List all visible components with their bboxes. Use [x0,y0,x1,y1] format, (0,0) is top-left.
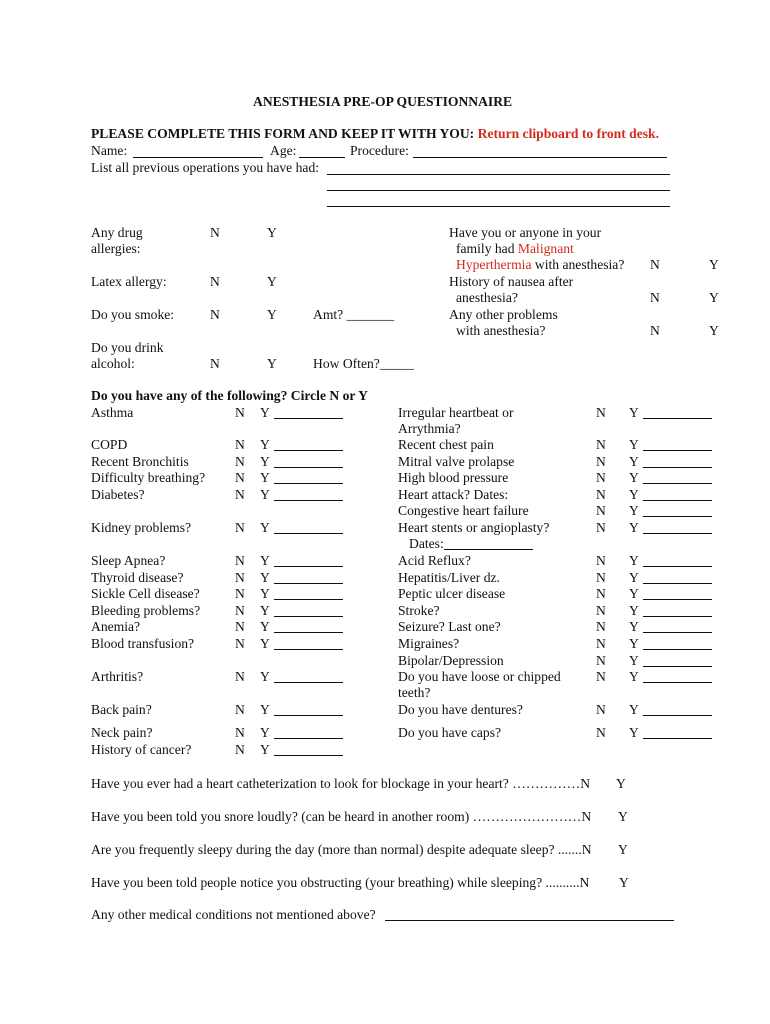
mh-family-text: family had [456,241,518,256]
hepatitis-label: Hepatitis/Liver dz. [398,570,500,585]
peptic-ulcer-label: Peptic ulcer disease [398,586,506,601]
stroke-n[interactable]: N [596,603,606,618]
arthritis-y[interactable]: Y [260,669,270,684]
cancer-history-notes[interactable] [274,755,343,756]
alcohol-n[interactable]: N [210,356,220,371]
stroke-notes[interactable] [643,616,712,617]
blood-transfusion-y[interactable]: Y [260,636,270,651]
caps-n[interactable]: N [596,725,606,740]
congestive-heart-failure-label: Congestive heart failure [398,503,529,518]
copd-y[interactable]: Y [260,437,270,452]
name-field[interactable] [133,157,263,158]
thyroid-disease-label: Thyroid disease? [91,570,184,585]
diabetes-notes[interactable] [274,500,343,501]
other-anesthesia-problems-label: Any other problems [449,307,558,322]
diabetes-y[interactable]: Y [260,487,270,502]
acid-reflux-n[interactable]: N [596,553,606,568]
blood-transfusion-notes[interactable] [274,649,343,650]
sickle-cell-n[interactable]: N [235,586,245,601]
other-anesthesia-problems-n[interactable]: N [650,323,660,338]
previous-operations-line-3[interactable] [327,206,670,207]
stroke-label: Stroke? [398,603,440,618]
heart-stents-dates-label: Dates: [409,536,444,551]
congestive-heart-failure-notes[interactable] [643,516,712,517]
difficulty-breathing-label: Difficulty breathing? [91,470,206,485]
high-blood-pressure-notes[interactable] [643,483,712,484]
procedure-field[interactable] [413,157,667,158]
migraines-notes[interactable] [643,649,712,650]
high-blood-pressure-label: High blood pressure [398,470,509,485]
difficulty-breathing-notes[interactable] [274,483,343,484]
blood-transfusion-label: Blood transfusion? [91,636,195,651]
heart-stents-label: Heart stents or angioplasty? [398,520,550,535]
cancer-history-n[interactable]: N [235,742,245,757]
high-blood-pressure-n[interactable]: N [596,470,606,485]
high-blood-pressure-y[interactable]: Y [629,470,639,485]
nausea-label: History of nausea after [449,274,574,289]
migraines-label: Migraines? [398,636,460,651]
malignant-hyperthermia-label-2 [456,241,574,257]
peptic-ulcer-y[interactable]: Y [629,586,639,601]
acid-reflux-label: Acid Reflux? [398,553,471,568]
chest-pain-label: Recent chest pain [398,437,494,452]
peptic-ulcer-notes[interactable] [643,599,712,600]
caps-notes[interactable] [643,738,712,739]
heart-catheterization-question: Have you ever had a heart catheterization to look for blockage in your heart? ……………N [91,776,591,791]
bipolar-depression-n[interactable]: N [596,653,606,668]
heart-attack-label: Heart attack? Dates: [398,487,509,502]
seizure-notes[interactable] [643,632,712,633]
back-pain-y[interactable]: Y [260,702,270,717]
anemia-y[interactable]: Y [260,619,270,634]
mh-malignant-text: Malignant [517,241,574,256]
dentures-y[interactable]: Y [629,702,639,717]
sickle-cell-label: Sickle Cell disease? [91,586,200,601]
latex-allergy-y[interactable]: Y [267,274,277,289]
difficulty-breathing-n[interactable]: N [235,470,245,485]
back-pain-label: Back pain? [91,702,152,717]
snore-y[interactable]: Y [618,809,628,824]
nausea-label-2: anesthesia? [456,290,518,305]
alcohol-label-2: alcohol: [91,356,135,371]
other-anesthesia-problems-label-2: with anesthesia? [456,323,546,338]
dentures-notes[interactable] [643,715,712,716]
other-conditions-label: Any other medical conditions not mentioned above? [91,907,376,922]
arthritis-notes[interactable] [274,682,343,683]
cancer-history-label: History of cancer? [91,742,192,757]
latex-allergy-label: Latex allergy: [91,274,167,289]
anemia-label: Anemia? [91,619,141,634]
bleeding-problems-y[interactable]: Y [260,603,270,618]
obstructed-breathing-y[interactable]: Y [619,875,629,890]
drug-allergies-n[interactable]: N [210,225,220,240]
obstructed-breathing-question: Have you been told people notice you obstructing (your breathing) while sleeping? ..........N [91,875,590,890]
loose-teeth-label-2: teeth? [398,685,431,700]
migraines-n[interactable]: N [596,636,606,651]
copd-label: COPD [91,437,128,452]
sleep-apnea-n[interactable]: N [235,553,245,568]
congestive-heart-failure-n[interactable]: N [596,503,606,518]
malignant-hyperthermia-label-3 [456,257,624,273]
heart-attack-notes[interactable] [643,500,712,501]
asthma-n[interactable]: N [235,405,245,420]
thyroid-disease-n[interactable]: N [235,570,245,585]
back-pain-n[interactable]: N [235,702,245,717]
drug-allergies-label: Any drug [91,225,143,240]
copd-notes[interactable] [274,450,343,451]
snore-question: Have you been told you snore loudly? (can be heard in another room) ……………………N [91,809,592,824]
heart-stents-y[interactable]: Y [629,520,639,535]
irregular-heartbeat-notes[interactable] [643,418,712,419]
form-title: ANESTHESIA PRE-OP QUESTIONNAIRE [253,94,513,109]
thyroid-disease-notes[interactable] [274,583,343,584]
anemia-n[interactable]: N [235,619,245,634]
sleep-apnea-notes[interactable] [274,566,343,567]
sickle-cell-notes[interactable] [274,599,343,600]
heart-stents-notes[interactable] [643,533,712,534]
age-label: Age: [270,143,297,158]
smoke-label: Do you smoke: [91,307,175,322]
kidney-problems-label: Kidney problems? [91,520,192,535]
migraines-y[interactable]: Y [629,636,639,651]
diabetes-n[interactable]: N [235,487,245,502]
loose-teeth-notes[interactable] [643,682,712,683]
malignant-hyperthermia-label: Have you or anyone in your [449,225,602,240]
acid-reflux-notes[interactable] [643,566,712,567]
kidney-problems-n[interactable]: N [235,520,245,535]
daytime-sleepiness-y[interactable]: Y [618,842,628,857]
heart-stents-dates-field[interactable] [444,549,533,550]
seizure-n[interactable]: N [596,619,606,634]
previous-operations-line-1[interactable] [327,174,670,175]
heart-stents-n[interactable]: N [596,520,606,535]
bronchitis-n[interactable]: N [235,454,245,469]
mh-with-anesthesia-text: with anesthesia? [531,257,625,272]
bipolar-depression-notes[interactable] [643,666,712,667]
dentures-label: Do you have dentures? [398,702,523,717]
irregular-heartbeat-n[interactable]: N [596,405,606,420]
previous-operations-label: List all previous operations you have had: [91,160,320,175]
alcohol-y[interactable]: Y [267,356,277,371]
irregular-heartbeat-label: Irregular heartbeat or [398,405,514,420]
instruction-text: PLEASE COMPLETE THIS FORM AND KEEP IT WITH YOU: [91,126,475,141]
other-anesthesia-problems-y[interactable]: Y [709,323,719,338]
mitral-valve-notes[interactable] [643,467,712,468]
daytime-sleepiness-question: Are you frequently sleepy during the day (more than normal) despite adequate sleep? .......N [91,842,592,857]
stroke-y[interactable]: Y [629,603,639,618]
bleeding-problems-label: Bleeding problems? [91,603,201,618]
bipolar-depression-y[interactable]: Y [629,653,639,668]
caps-label: Do you have caps? [398,725,502,740]
drug-allergies-label-2: allergies: [91,241,141,256]
malignant-hyperthermia-y[interactable]: Y [709,257,719,272]
bleeding-problems-notes[interactable] [274,616,343,617]
previous-operations-line-2[interactable] [327,190,670,191]
irregular-heartbeat-y[interactable]: Y [629,405,639,420]
seizure-y[interactable]: Y [629,619,639,634]
chest-pain-notes[interactable] [643,450,712,451]
kidney-problems-notes[interactable] [274,533,343,534]
malignant-hyperthermia-n[interactable]: N [650,257,660,272]
alcohol-label: Do you drink [91,340,164,355]
hepatitis-n[interactable]: N [596,570,606,585]
asthma-label: Asthma [91,405,134,420]
bleeding-problems-n[interactable]: N [235,603,245,618]
smoke-y[interactable]: Y [267,307,277,322]
loose-teeth-y[interactable]: Y [629,669,639,684]
loose-teeth-n[interactable]: N [596,669,606,684]
asthma-y[interactable]: Y [260,405,270,420]
mitral-valve-y[interactable]: Y [629,454,639,469]
nausea-y[interactable]: Y [709,290,719,305]
diabetes-label: Diabetes? [91,487,145,502]
chest-pain-n[interactable]: N [596,437,606,452]
age-field[interactable] [299,157,345,158]
smoke-amount-field[interactable]: Amt? _______ [313,307,395,322]
bronchitis-notes[interactable] [274,467,343,468]
seizure-label: Seizure? Last one? [398,619,501,634]
return-clipboard-note: Return clipboard to front desk. [477,126,660,141]
bronchitis-label: Recent Bronchitis [91,454,189,469]
hepatitis-y[interactable]: Y [629,570,639,585]
neck-pain-notes[interactable] [274,738,343,739]
arthritis-label: Arthritis? [91,669,144,684]
heart-attack-n[interactable]: N [596,487,606,502]
mh-hyperthermia-text: Hyperthermia [456,257,532,272]
asthma-notes[interactable] [274,418,343,419]
sleep-apnea-label: Sleep Apnea? [91,553,166,568]
neck-pain-label: Neck pain? [91,725,153,740]
caps-y[interactable]: Y [629,725,639,740]
sickle-cell-y[interactable]: Y [260,586,270,601]
blood-transfusion-n[interactable]: N [235,636,245,651]
copd-n[interactable]: N [235,437,245,452]
form-instruction [91,126,659,142]
arthritis-n[interactable]: N [235,669,245,684]
sleep-apnea-y[interactable]: Y [260,553,270,568]
bipolar-depression-label: Bipolar/Depression [398,653,504,668]
back-pain-notes[interactable] [274,715,343,716]
circle-instruction-heading: Do you have any of the following? Circle N or Y [91,388,368,403]
procedure-label: Procedure: [350,143,409,158]
kidney-problems-y[interactable]: Y [260,520,270,535]
hepatitis-notes[interactable] [643,583,712,584]
heart-catheterization-y[interactable]: Y [616,776,626,791]
irregular-heartbeat-label-2: Arrythmia? [398,421,461,436]
name-label: Name: [91,143,128,158]
mitral-valve-label: Mitral valve prolapse [398,454,515,469]
nausea-n[interactable]: N [650,290,660,305]
other-conditions-field[interactable] [385,920,674,921]
bronchitis-y[interactable]: Y [260,454,270,469]
heart-attack-y[interactable]: Y [629,487,639,502]
neck-pain-y[interactable]: Y [260,725,270,740]
chest-pain-y[interactable]: Y [629,437,639,452]
neck-pain-n[interactable]: N [235,725,245,740]
mitral-valve-n[interactable]: N [596,454,606,469]
cancer-history-y[interactable]: Y [260,742,270,757]
acid-reflux-y[interactable]: Y [629,553,639,568]
congestive-heart-failure-y[interactable]: Y [629,503,639,518]
thyroid-disease-y[interactable]: Y [260,570,270,585]
loose-teeth-label: Do you have loose or chipped [398,669,561,684]
peptic-ulcer-n[interactable]: N [596,586,606,601]
difficulty-breathing-y[interactable]: Y [260,470,270,485]
smoke-n[interactable]: N [210,307,220,322]
drug-allergies-y[interactable]: Y [267,225,277,240]
anemia-notes[interactable] [274,632,343,633]
dentures-n[interactable]: N [596,702,606,717]
alcohol-frequency-field[interactable]: How Often?_____ [313,356,414,371]
latex-allergy-n[interactable]: N [210,274,220,289]
